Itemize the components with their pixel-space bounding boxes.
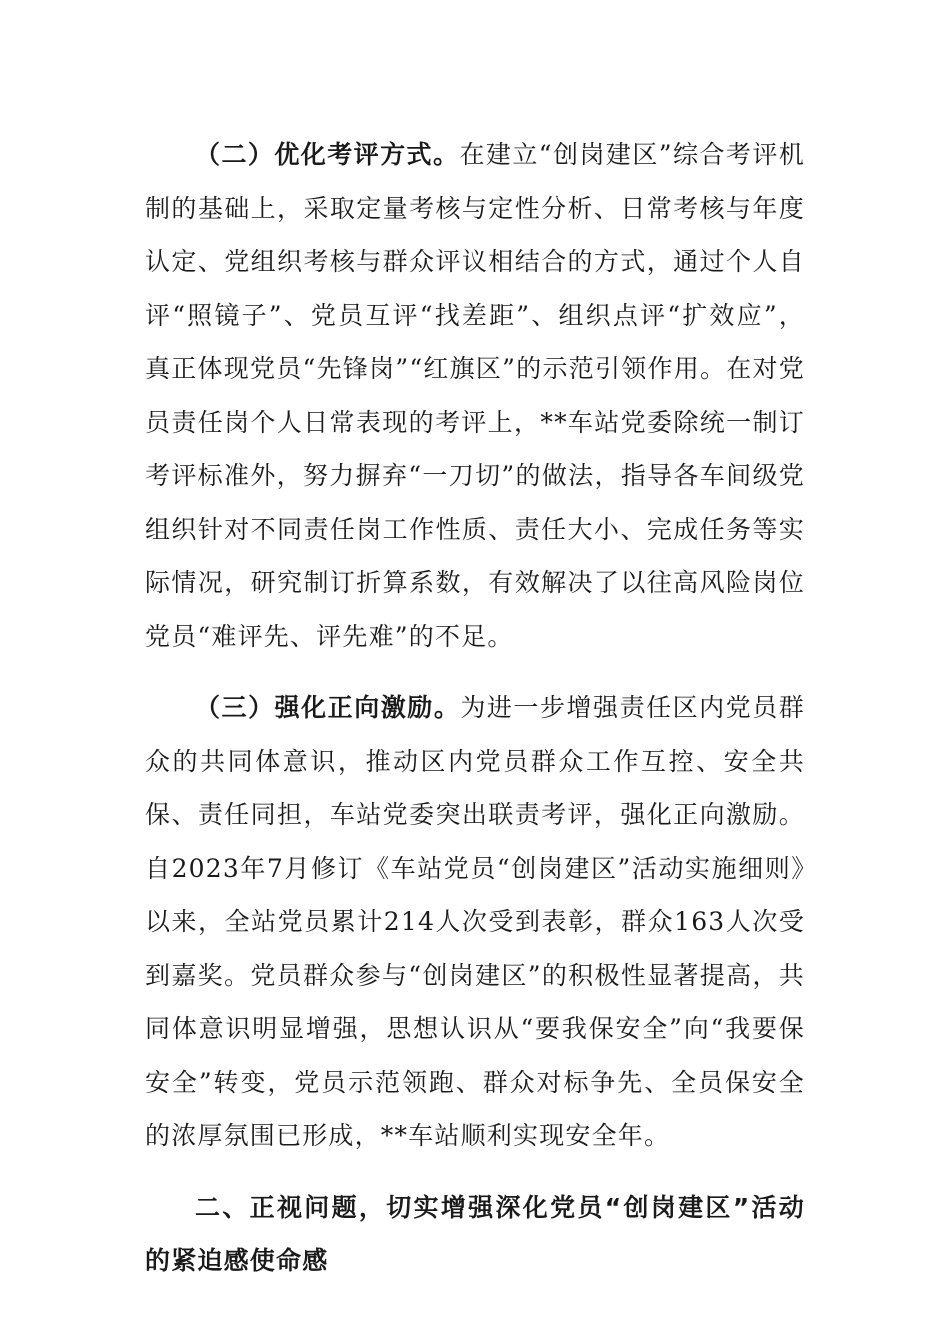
paragraph-text-incentive: 为进一步增强责任区内党员群众的共同体意识，推动区内党员群众工作互控、安全共保、责任同担，车站党委突出联责考评，强化正向激励。自2023年7月修订《车站党员“创岗建区”活动实施细则》以来，全站党员累计214人次受到表彰，群众163人次受到嘉奖。党员群众参与“创岗建区”的积极性显著提高，共同体意识明显增强，思想认识从“要我保安全”向“我要保安全”转变，党员示范领跑、群众对标争先、全员保安全的浓厚氛围已形成，**车站顺利实现安全年。 bbox=[145, 693, 805, 1150]
paragraph-lead-incentive: （三）强化正向激励。 bbox=[195, 693, 461, 722]
paragraph-lead-evaluation: （二）优化考评方式。 bbox=[195, 140, 460, 169]
section-heading: 二、正视问题，切实增强深化党员“创岗建区”活动的紧迫感使命感 bbox=[145, 1192, 805, 1275]
paragraph-positive-incentive bbox=[145, 681, 805, 1163]
paragraph-text-evaluation: 在建立“创岗建区”综合考评机制的基础上，采取定量考核与定性分析、日常考核与年度认定、党组织考核与群众评议相结合的方式，通过个人自评“照镜子”、党员互评“找差距”、组织点评“扩效应”，真正体现党员“先锋岗”“红旗区”的示范引领作用。在对党员责任岗个人日常表现的考评上，**车站党委除统一制订考评标准外，努力摒弃“一刀切”的做法，指导各车间级党组织针对不同责任岗工作性质、责任大小、完成任务等实际情况，研究制订折算系数，有效解决了以往高风险岗位党员“难评先、评先难”的不足。 bbox=[145, 140, 805, 651]
document-body bbox=[145, 128, 805, 1288]
paragraph-evaluation-method bbox=[145, 128, 805, 663]
